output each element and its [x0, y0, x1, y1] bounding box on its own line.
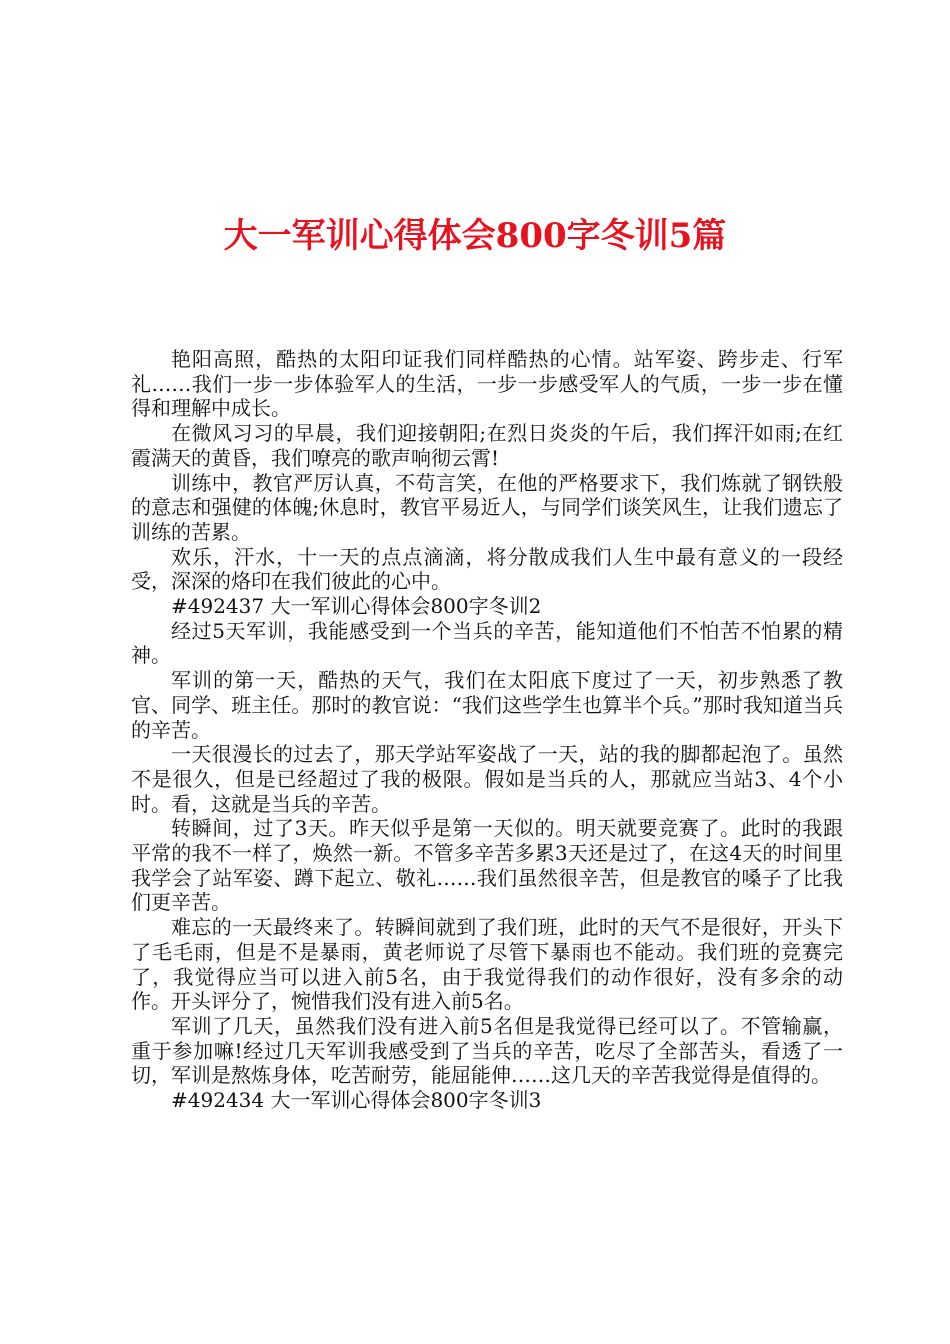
document-title: 大一军训心得体会800字冬训5篇	[223, 216, 727, 256]
paragraph: 军训的第一天，酷热的天气，我们在太阳底下度过了一天，初步熟悉了教官、同学、班主任。那时的教官说：“我们这些学生也算半个兵。”那时我知道当兵的辛苦。	[131, 668, 843, 742]
document-body	[131, 347, 843, 1113]
paragraph: 转瞬间，过了3天。昨天似乎是第一天似的。明天就要竞赛了。此时的我跟平常的我不一样了，焕然一新。不管多辛苦多累3天还是过了，在这4天的时间里我学会了站军姿、蹲下起立、敬礼……我们虽然很辛苦，但是教官的嗓子了比我们更辛苦。	[131, 816, 843, 915]
section-heading: #492437 大一军训心得体会800字冬训2	[171, 594, 542, 619]
paragraph: 经过5天军训，我能感受到一个当兵的辛苦，能知道他们不怕苦不怕累的精神。	[131, 618, 843, 668]
paragraph: 训练中，教官严厉认真，不苟言笑，在他的严格要求下，我们炼就了钢铁般的意志和强健的体魄;休息时，教官平易近人，与同学们谈笑风生，让我们遗忘了训练的苦累。	[131, 470, 843, 544]
paragraph: 军训了几天，虽然我们没有进入前5名但是我觉得已经可以了。不管输赢，重于参加嘛!经过几天军训我感受到了当兵的辛苦，吃尽了全部苦头，看透了一切，军训是熬炼身体，吃苦耐劳，能屈能伸……这几天的辛苦我觉得是值得的。	[131, 1013, 843, 1088]
paragraph: 欢乐，汗水，十一天的点点滴滴，将分散成我们人生中最有意义的一段经受，深深的烙印在我们彼此的心中。	[131, 544, 843, 594]
paragraph: 艳阳高照，酷热的太阳印证我们同样酷热的心情。站军姿、跨步走、行军礼……我们一步一步体验军人的生活，一步一步感受军人的气质，一步一步在懂得和理解中成长。	[131, 347, 843, 421]
paragraph: 在微风习习的早晨，我们迎接朝阳;在烈日炎炎的午后，我们挥汗如雨;在红霞满天的黄昏，我们嘹亮的歌声响彻云霄!	[131, 421, 843, 470]
paragraph: 难忘的一天最终来了。转瞬间就到了我们班，此时的天气不是很好，开头下了毛毛雨，但是不是暴雨，黄老师说了尽管下暴雨也不能动。我们班的竞赛完了，我觉得应当可以进入前5名，由于我觉得我们的动作很好，没有多余的动作。开头评分了，惋惜我们没有进入前5名。	[131, 915, 843, 1014]
section-heading: #492434 大一军训心得体会800字冬训3	[171, 1088, 542, 1113]
paragraph: 一天很漫长的过去了，那天学站军姿战了一天，站的我的脚都起泡了。虽然不是很久，但是已经超过了我的极限。假如是当兵的人，那就应当站3、4个小时。看，这就是当兵的辛苦。	[131, 742, 843, 816]
